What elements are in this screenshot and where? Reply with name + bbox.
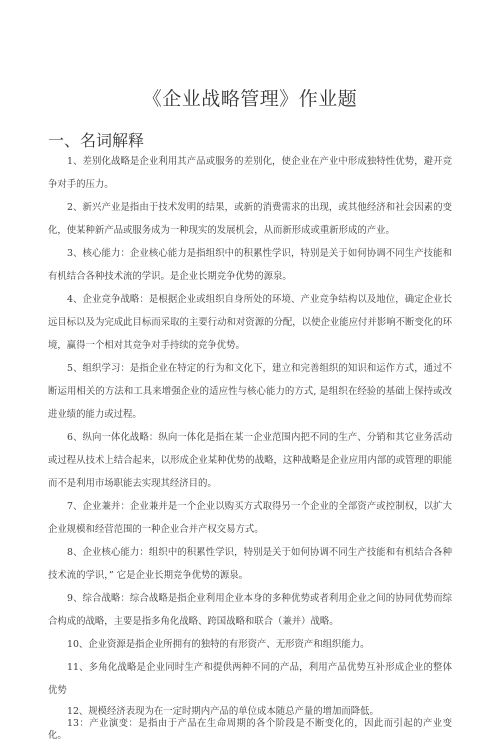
definition-item-6: 6、纵向一体化战略：纵向一体化是指在某一企业范围内把不同的生产、分销和其它业务活动或过程从技术上结合起来，以形成企业某种优势的战略，这种战略是企业应用内部的或管理的职能而不是利用市场职能去实现其经济目的。 xyxy=(48,432,452,489)
section-heading: 一、名词解释 xyxy=(48,131,145,150)
definition-item-4: 4、企业竞争战略：是根据企业或组织自身所处的环境、产业竞争结构以及地位，确定企业长远目标以及为完成此目标而采取的主要行动和对资源的分配，以使企业能应付并影响不断变化的环境，赢得一个相对其竞争对手持续的竞争优势。 xyxy=(48,294,452,351)
definition-item-1: 1、差别化战略是企业利用其产品或服务的差别化，使企业在产业中形成独特性优势，避开竞争对手的压力。 xyxy=(48,156,452,190)
definition-item-7: 7、企业兼并：企业兼并是一个企业以购买方式取得另一个企业的全部资产或控制权，以扩大企业规模和经营范围的一种企业合并产权交易方式。 xyxy=(48,501,452,535)
definition-item-5: 5、组织学习：是指企业在特定的行为和文化下，建立和完善组织的知识和运作方式，通过不断运用相关的方法和工具来增强企业的适应性与核心能力的方式, 是组织在经验的基础上保持或改进业绩的能力或过程。 xyxy=(48,363,452,420)
definition-item-8: 8、企业核心能力：组织中的积累性学识，特别是关于如何协调不同生产技能和有机结合各种技术流的学识，” 它是企业长期竞争优势的源泉。 xyxy=(48,547,452,581)
definitions-list xyxy=(48,150,452,742)
definition-item-11: 11、多角化战略是企业同时生产和提供两种不同的产品，利用产品优势互补形成企业的整体优势 xyxy=(48,662,452,696)
definition-item-2: 2、新兴产业是指由于技术发明的结果，或新的消费需求的出现，或其他经济和社会因素的变化，使某种新产品或服务成为一种现实的发展机会，从而新形成或重新形成的产业。 xyxy=(48,202,452,236)
definition-item-13: 13：产业演变：是指由于产品在生命周期的各个阶段是不断变化的，因此而引起的产业变化。 xyxy=(48,718,452,741)
definition-item-12: 12、规模经济表现为在一定时期内产品的单位成本随总产量的增加而降低。 xyxy=(67,706,379,717)
definition-item-9: 9、综合战略：综合战略是指企业利用企业本身的多种优势或者利用企业之间的协同优势而综合构成的战略，主要是指多角化战略、跨国战略和联合（兼并）战略。 xyxy=(48,593,452,627)
definition-item-3: 3、核心能力：企业核心能力是指组织中的积累性学识，特别是关于如何协调不同生产技能和有机结合各种技术流的学识。是企业长期竞争优势的源泉。 xyxy=(48,248,452,282)
definition-item-10: 10、企业资源是指企业所拥有的独特的有形资产、无形资产和组织能力。 xyxy=(67,639,370,650)
document-title: 《企业战略管理》作业题 xyxy=(142,88,358,110)
